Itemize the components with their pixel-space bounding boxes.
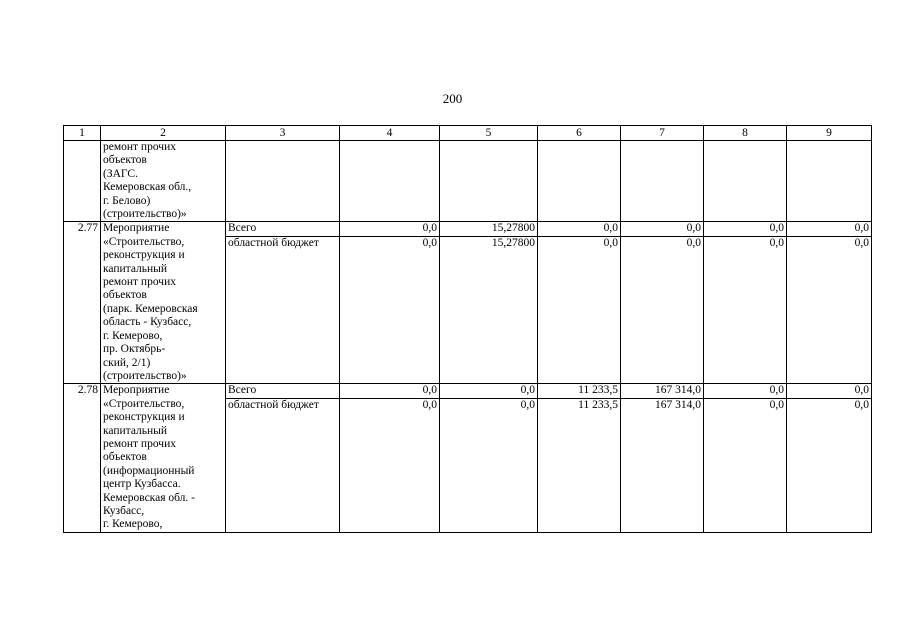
header-row — [64, 126, 872, 141]
column-header: 4 — [340, 126, 440, 141]
activity-name-line: Кузбасс, — [103, 504, 145, 517]
empty-cell — [340, 141, 440, 222]
activity-name-line: (строительство)» — [103, 369, 187, 382]
activity-name-line: Мероприятие — [103, 222, 170, 235]
activity-name-line: капитальный — [103, 262, 168, 275]
table-row — [64, 384, 872, 398]
value-cell: 11 233,5 — [538, 384, 621, 398]
activity-name-line: г. Кемерово, — [103, 518, 163, 531]
activity-name-line: ремонт прочих — [103, 276, 176, 289]
activity-name-line: Мероприятие — [103, 384, 170, 397]
activity-name-line: «Строительство, — [103, 235, 185, 248]
carryover-row — [64, 141, 872, 222]
empty-cell — [704, 141, 787, 222]
activity-name-line: ский, 2/1) — [103, 356, 151, 369]
activity-name-line: ремонт прочих — [103, 141, 176, 153]
column-header: 5 — [440, 126, 538, 141]
column-header: 1 — [64, 126, 101, 141]
activity-name-line: пр. Октябрь- — [103, 343, 166, 356]
index-cell: 2.77 — [64, 222, 101, 384]
value-cell: 11 233,5 — [538, 398, 621, 532]
activity-name-line: (парк. Кемеровская — [103, 302, 198, 315]
activity-name-line: «Строительство, — [103, 397, 185, 410]
activity-name-line: центр Кузбасса. — [103, 478, 181, 491]
table-row — [64, 222, 872, 236]
page-number: 200 — [442, 91, 463, 106]
activity-name-line: реконструкция и — [103, 411, 185, 424]
budget-table — [63, 125, 872, 533]
value-cell: 0,0 — [787, 384, 872, 398]
value-cell: 0,0 — [340, 222, 440, 236]
column-header: 6 — [538, 126, 621, 141]
empty-cell — [226, 141, 340, 222]
source-cell: Всего — [226, 384, 340, 398]
value-cell: 167 314,0 — [621, 398, 704, 532]
empty-cell — [440, 141, 538, 222]
activity-name-cell — [101, 384, 226, 532]
index-cell: 2.78 — [64, 384, 101, 532]
source-cell: областной бюджет — [226, 398, 340, 532]
value-cell: 0,0 — [787, 398, 872, 532]
activity-name-cell — [101, 222, 226, 384]
activity-name-line: (информационный — [103, 464, 195, 477]
column-header: 3 — [226, 126, 340, 141]
value-cell: 0,0 — [621, 222, 704, 236]
value-cell: 0,0 — [704, 398, 787, 532]
column-header: 7 — [621, 126, 704, 141]
empty-cell — [621, 141, 704, 222]
activity-name-line: объектов — [103, 451, 147, 464]
column-header: 8 — [704, 126, 787, 141]
empty-cell — [538, 141, 621, 222]
value-cell: 0,0 — [440, 398, 538, 532]
index-cell — [64, 141, 101, 222]
activity-name-line: (строительство)» — [103, 208, 187, 221]
activity-name-line: объектов — [103, 289, 147, 302]
activity-name-line: Кемеровская обл. - — [103, 491, 195, 504]
value-cell: 0,0 — [340, 384, 440, 398]
value-cell: 15,27800 — [440, 236, 538, 383]
empty-cell — [787, 141, 872, 222]
activity-name-line: Кемеровская обл., — [103, 181, 192, 194]
activity-name-line: (ЗАГС. — [103, 167, 138, 180]
value-cell: 0,0 — [440, 384, 538, 398]
value-cell: 0,0 — [538, 222, 621, 236]
activity-name-line: г. Кемерово, — [103, 329, 163, 342]
value-cell: 0,0 — [787, 236, 872, 383]
value-cell: 0,0 — [340, 398, 440, 532]
activity-name-line: ремонт прочих — [103, 437, 176, 450]
value-cell: 167 314,0 — [621, 384, 704, 398]
value-cell: 0,0 — [787, 222, 872, 236]
column-header: 9 — [787, 126, 872, 141]
source-cell: Всего — [226, 222, 340, 236]
value-cell: 0,0 — [704, 236, 787, 383]
activity-name-cell — [101, 141, 226, 222]
activity-name-line: г. Белово) — [103, 194, 151, 207]
value-cell: 0,0 — [340, 236, 440, 383]
value-cell: 0,0 — [538, 236, 621, 383]
value-cell: 0,0 — [704, 222, 787, 236]
activity-name-line: область - Кузбасс, — [103, 316, 192, 329]
value-cell: 15,27800 — [440, 222, 538, 236]
activity-name-line: объектов — [103, 154, 147, 167]
value-cell: 0,0 — [704, 384, 787, 398]
activity-name-line: реконструкция и — [103, 249, 185, 262]
source-cell: областной бюджет — [226, 236, 340, 383]
value-cell: 0,0 — [621, 236, 704, 383]
activity-name-line: капитальный — [103, 424, 168, 437]
column-header: 2 — [101, 126, 226, 141]
